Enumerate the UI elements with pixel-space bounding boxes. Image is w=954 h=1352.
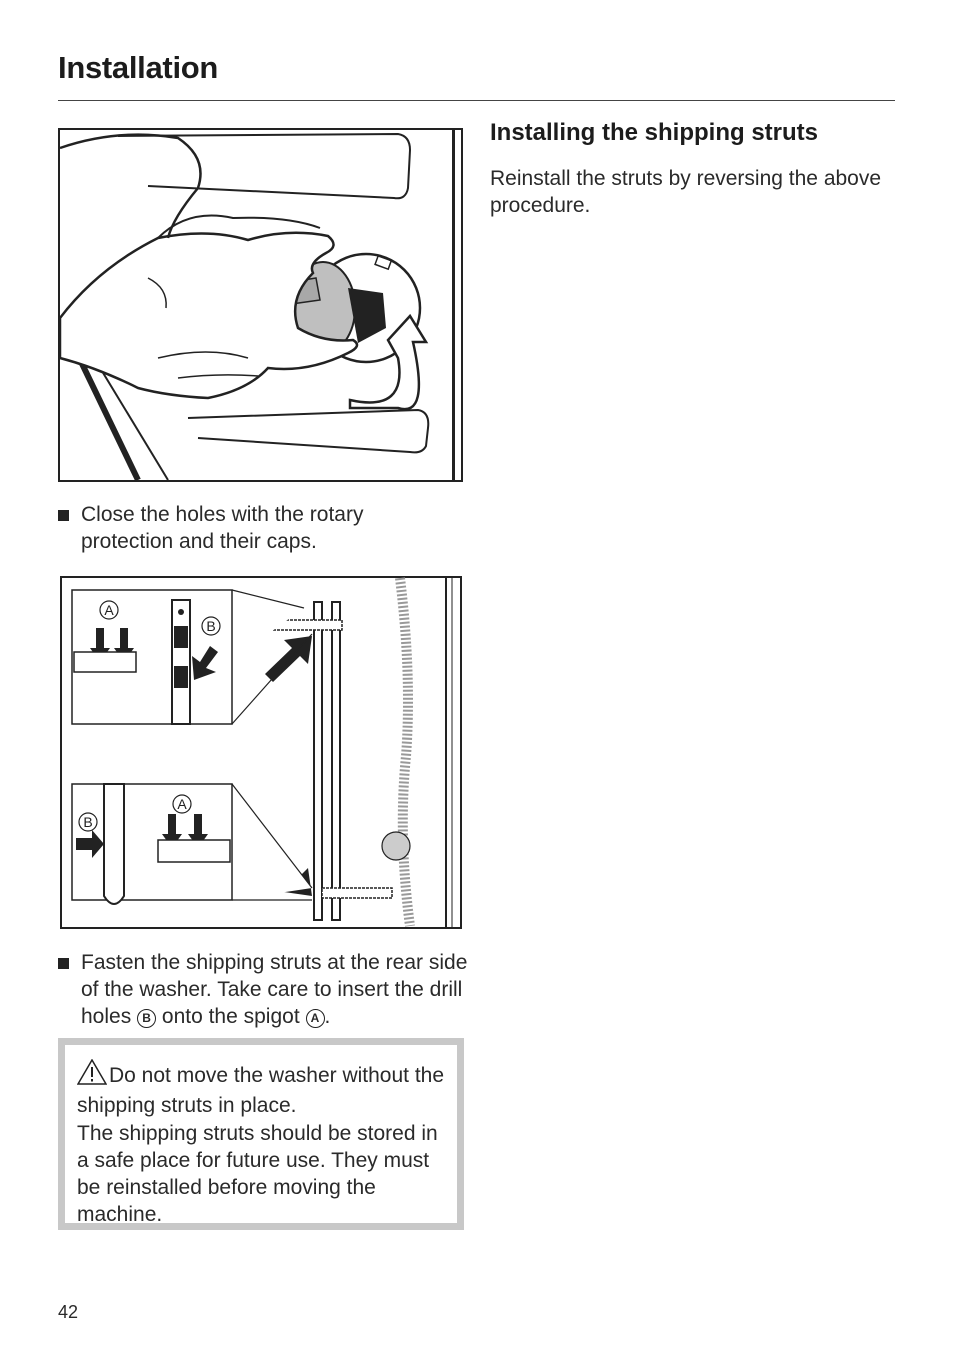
spigot-marker: A	[306, 1009, 325, 1028]
bullet-icon	[58, 958, 69, 969]
step-fasten-struts	[58, 949, 468, 1030]
warning-triangle-icon	[77, 1059, 107, 1092]
rotary-protection-figure	[58, 128, 464, 484]
step-text	[58, 949, 468, 1030]
warning-box	[58, 1038, 464, 1230]
shipping-struts-illustration	[60, 576, 464, 930]
step-close-holes	[58, 501, 458, 555]
title-divider	[58, 100, 895, 101]
drill-hole-label-b-2: B	[83, 814, 93, 830]
step-text-middle: onto the spigot	[161, 1005, 300, 1028]
section-body: Reinstall the struts by reversing the above procedure.	[490, 167, 882, 217]
hand-rotary-protection-illustration	[58, 128, 464, 484]
page-title: Installation	[58, 50, 219, 85]
drill-hole-label-b: B	[206, 618, 216, 634]
page-number: 42	[58, 1302, 79, 1322]
warning-line-2: The shipping struts should be stored in a safe place for future use. They must be reinstalled before moving the machine.	[77, 1121, 438, 1227]
drill-hole-marker: B	[137, 1009, 156, 1028]
step-text-before: Fasten the shipping struts at the rear side of the washer. Take care to insert the drill holes	[81, 951, 468, 1028]
bullet-icon	[58, 510, 69, 521]
step-text: Close the holes with the rotary protection and their caps.	[81, 503, 364, 553]
shipping-struts-figure	[60, 576, 464, 930]
section-heading: Installing the shipping struts	[490, 119, 819, 146]
warning-line-1: Do not move the washer without the shipping struts in place.	[77, 1059, 447, 1120]
step-text-after: .	[324, 1005, 331, 1028]
spigot-label-a-2: A	[177, 796, 187, 812]
spigot-label-a: A	[104, 602, 114, 618]
